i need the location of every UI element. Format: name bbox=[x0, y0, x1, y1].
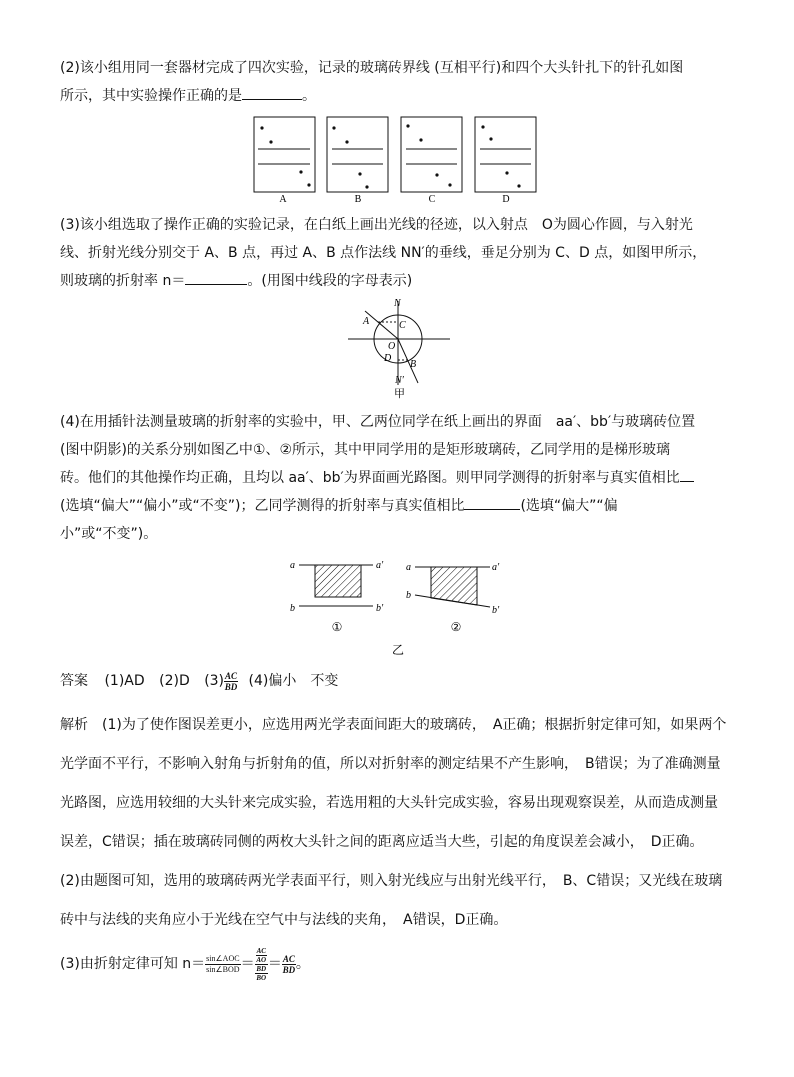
pin-hole-figure bbox=[250, 115, 550, 205]
panel-b bbox=[327, 117, 388, 192]
formula-result bbox=[282, 954, 296, 975]
analysis-line-6: 砖中与法线的夹角应小于光线在空气中与法线的夹角， A错误，D正确。 bbox=[60, 912, 508, 928]
formula-result-den: BD bbox=[282, 964, 296, 975]
label-b-2: b bbox=[406, 590, 411, 601]
q3-text: 则玻璃的折射率 n＝ bbox=[60, 273, 186, 289]
label-a: A bbox=[363, 316, 370, 327]
analysis-line-7: (3)由折射定律可知 n＝ $\frac{\text{sin∠AOC}}{\text{sin∠BOD}}$ ＝ AC AO BD BO ＝ $\frac{AC}{BD}$ 。 bbox=[60, 946, 310, 982]
panel-label-b: B bbox=[354, 194, 362, 205]
answer-label: 答案 bbox=[60, 673, 88, 689]
label-b: B bbox=[410, 359, 417, 370]
q2-end: 。 bbox=[302, 88, 316, 104]
label-n: N bbox=[394, 298, 401, 309]
q3-line-1: (3)该小组选取了操作正确的实验记录，在白纸上画出光线的径迹，以入射点 O为圆心作圆，与入射光 bbox=[60, 217, 693, 233]
label-a-1: a bbox=[290, 560, 295, 571]
label-o: O bbox=[388, 341, 396, 352]
figure-caption-jia: 甲 bbox=[394, 388, 405, 400]
q4-line-2: (图中阴影)的关系分别如图乙中①、②所示，其中甲同学用的是矩形玻璃砖，乙同学用的是梯形玻璃 bbox=[60, 442, 671, 458]
q4-line-4 bbox=[60, 492, 750, 520]
q3-line-3 bbox=[60, 267, 750, 295]
formula-inner-bottom bbox=[255, 965, 268, 982]
q3-line-2: 线、折射光线分别交于 A、B 点，再过 A、B 点作法线 NN′的垂线，垂足分别为 C、D 点，如图甲所示， bbox=[60, 245, 707, 261]
label-a-prime-2: a′ bbox=[492, 562, 500, 573]
panel-label-d: D bbox=[502, 194, 510, 205]
label-a-2: a bbox=[406, 562, 411, 573]
label-d: D bbox=[384, 353, 392, 364]
formula-inner-bottom-den: BO bbox=[256, 973, 267, 982]
q4-answer-blank-1[interactable] bbox=[680, 465, 694, 482]
q3-text-end: 。(用图中线段的字母表示) bbox=[247, 273, 413, 289]
formula-sine-num: sin∠AOC bbox=[206, 953, 240, 963]
q4-line-3 bbox=[60, 464, 750, 492]
answer-fraction bbox=[224, 671, 238, 692]
figure-1 bbox=[290, 560, 384, 634]
label-b-prime-1: b′ bbox=[376, 603, 384, 614]
label-b-prime-2: b′ bbox=[492, 605, 500, 616]
figure-2 bbox=[406, 562, 500, 634]
analysis-l7-prefix: (3)由折射定律可知 n＝ bbox=[60, 956, 206, 972]
formula-compound-den bbox=[255, 965, 268, 982]
label-n-prime: N′ bbox=[395, 375, 404, 386]
answer-line bbox=[60, 667, 750, 695]
formula-inner-bottom-num: BD bbox=[256, 964, 267, 973]
answer-fraction-den: BD bbox=[224, 681, 238, 692]
answer-part-1: (1)AD bbox=[104, 673, 145, 689]
q4-text-c: (选填“偏大”“偏 bbox=[520, 498, 618, 514]
figure-jia bbox=[340, 293, 460, 403]
panel-label-c: C bbox=[428, 194, 436, 205]
panel-label-a: A bbox=[279, 194, 287, 205]
formula-result-num: AC bbox=[282, 953, 295, 964]
panel-c bbox=[401, 117, 462, 192]
q4-answer-blank-2[interactable] bbox=[464, 493, 520, 510]
analysis-l7-suffix: 。 bbox=[295, 956, 310, 972]
q2-answer-blank[interactable] bbox=[242, 83, 302, 100]
analysis-line-1: 解析 (1)为了使作图误差更小，应选用两光学表面间距大的玻璃砖， A正确；根据折射定律可知，如果两个 bbox=[60, 717, 727, 733]
figure-caption-yi: 乙 bbox=[391, 643, 405, 657]
q4-text: 砖。他们的其他操作均正确，且均以 aa′、bb′为界面画光路图。则甲同学测得的折射率与真实值相比 bbox=[60, 470, 680, 486]
q2-line-2 bbox=[60, 82, 750, 110]
q4-line-5: 小”或“不变”)。 bbox=[60, 526, 158, 542]
answer-part-2: (2)D bbox=[159, 673, 190, 689]
analysis-line-2: 光学面不平行，不影响入射角与折射角的值，所以对折射率的测定结果不产生影响， B错误；为了准确测量 bbox=[60, 756, 721, 772]
figure-yi bbox=[285, 555, 515, 660]
q4-line-1: (4)在用插针法测量玻璃的折射率的实验中，甲、乙两位同学在纸上画出的界面 aa′、bb′与玻璃砖位置 bbox=[60, 414, 696, 430]
formula-inner-top-den: AO bbox=[256, 955, 267, 964]
label-b-1: b bbox=[290, 603, 295, 614]
answer-fraction-num: AC bbox=[225, 670, 238, 681]
analysis-line-4: 误差，C错误；插在玻璃砖同侧的两枚大头针之间的距离应适当大些，引起的角度误差会减小， D正确。 bbox=[60, 834, 704, 850]
panel-d bbox=[475, 117, 536, 192]
q2-text: 所示，其中实验操作正确的是 bbox=[60, 88, 242, 104]
formula-compound-num bbox=[255, 947, 268, 965]
analysis-line-5: (2)由题图可知，选用的玻璃砖两光学表面平行，则入射光线应与出射光线平行， B、C错误；又光线在玻璃 bbox=[60, 873, 723, 889]
q4-text-b: (选填“偏大”“偏小”或“不变”)；乙同学测得的折射率与真实值相比 bbox=[60, 498, 465, 514]
q3-answer-blank[interactable] bbox=[185, 268, 247, 285]
panel-a bbox=[254, 117, 315, 192]
answer-part-3 bbox=[204, 670, 242, 692]
formula-inner-top bbox=[256, 947, 267, 964]
formula-compound-fraction bbox=[255, 947, 268, 982]
formula-sine-den: sin∠BOD bbox=[206, 964, 240, 974]
analysis-line-3: 光路图，应选用较细的大头针来完成实验，若选用粗的大头针完成实验，容易出现观察误差，从而造成测量 bbox=[60, 795, 718, 811]
answer-part-4: (4)偏小 不变 bbox=[248, 673, 339, 689]
formula-sine-ratio bbox=[205, 954, 240, 975]
label-c: C bbox=[399, 320, 406, 331]
caption-1: ① bbox=[331, 620, 343, 634]
caption-2: ② bbox=[450, 620, 462, 634]
answer-part-3-prefix: (3) bbox=[204, 673, 225, 689]
formula-inner-top-num: AC bbox=[256, 946, 266, 955]
label-a-prime-1: a′ bbox=[376, 560, 384, 571]
q2-line-1: (2)该小组用同一套器材完成了四次实验，记录的玻璃砖界线 (互相平行)和四个大头针扎下的针孔如图 bbox=[60, 60, 684, 76]
